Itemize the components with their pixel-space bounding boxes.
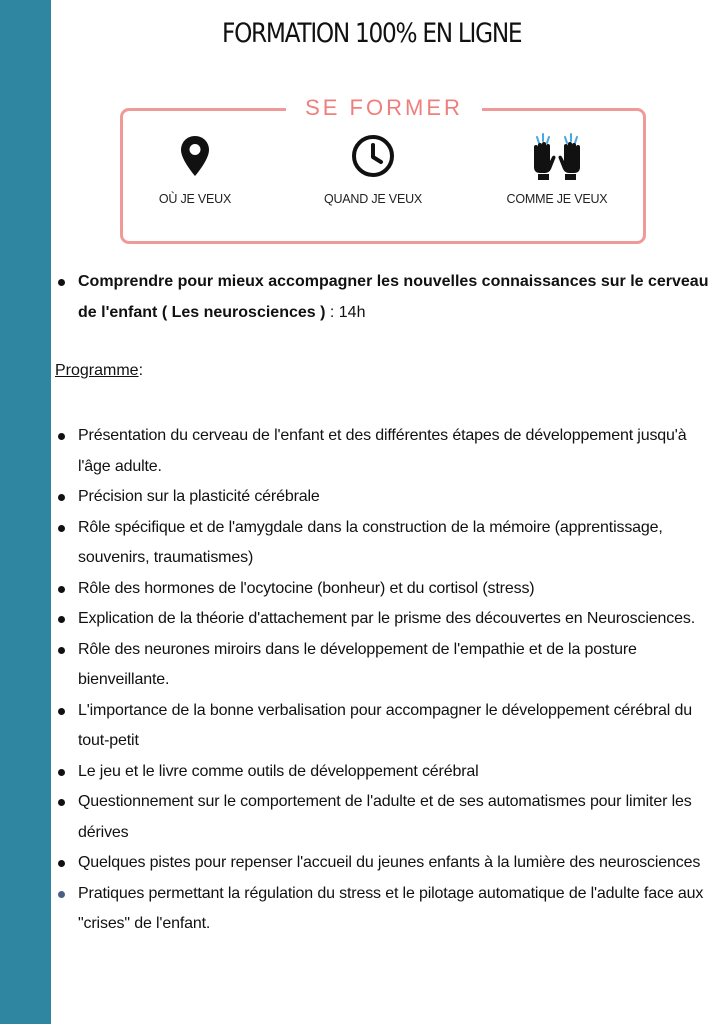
list-item: Quelques pistes pour repenser l'accueil du jeunes enfants à la lumière des neurosciences — [56, 848, 720, 879]
raised-hands-icon — [482, 132, 632, 180]
feature-label: COMME JE VEUX — [506, 192, 608, 206]
feature-label: OÙ JE VEUX — [158, 192, 232, 206]
intro-duration: : 14h — [325, 304, 366, 321]
programme-heading — [55, 362, 143, 380]
page-title: FORMATION 100% EN LIGNE — [222, 18, 522, 49]
programme-label: Programme — [55, 362, 139, 379]
list-item: Précision sur la plasticité cérébrale — [56, 482, 720, 513]
list-item: Le jeu et le livre comme outils de développement cérébral — [56, 757, 720, 788]
intro-bullet — [56, 266, 720, 328]
programme-colon: : — [138, 362, 144, 379]
clock-icon — [298, 132, 448, 180]
list-item: Explication de la théorie d'attachement par le prisme des découvertes en Neurosciences. — [56, 604, 720, 635]
list-item: Rôle spécifique et de l'amygdale dans la construction de la mémoire (apprentissage, souvenirs, traumatismes) — [56, 513, 720, 574]
intro-text — [56, 266, 720, 328]
feature-quand-je-veux — [298, 132, 448, 206]
bullet-dot — [58, 279, 65, 286]
side-color-bar — [0, 0, 51, 1024]
list-item: Présentation du cerveau de l'enfant et des différentes étapes de développement jusqu'à l'âge adulte. — [56, 421, 720, 482]
list-item: Pratiques permettant la régulation du stress et le pilotage automatique de l'adulte face aux "crises" de l'enfant. — [56, 879, 720, 940]
intro-title: Comprendre pour mieux accompagner les nouvelles connaissances sur le cerveau de l'enfant ( Les neurosciences ) — [78, 273, 709, 321]
list-item: Rôle des hormones de l'ocytocine (bonheur) et du cortisol (stress) — [56, 574, 720, 605]
list-item: Questionnement sur le comportement de l'adulte et de ses automatismes pour limiter les dérives — [56, 787, 720, 848]
programme-list — [56, 421, 720, 940]
list-item: L'importance de la bonne verbalisation pour accompagner le développement cérébral du tout-petit — [56, 696, 720, 757]
feature-ou-je-veux — [120, 132, 270, 206]
feature-comme-je-veux — [482, 132, 632, 206]
location-pin-icon — [120, 132, 270, 180]
list-item: Rôle des neurones miroirs dans le développement de l'empathie et de la posture bienveillante. — [56, 635, 720, 696]
se-former-label: SE FORMER — [286, 94, 482, 122]
feature-label: QUAND JE VEUX — [323, 192, 423, 206]
